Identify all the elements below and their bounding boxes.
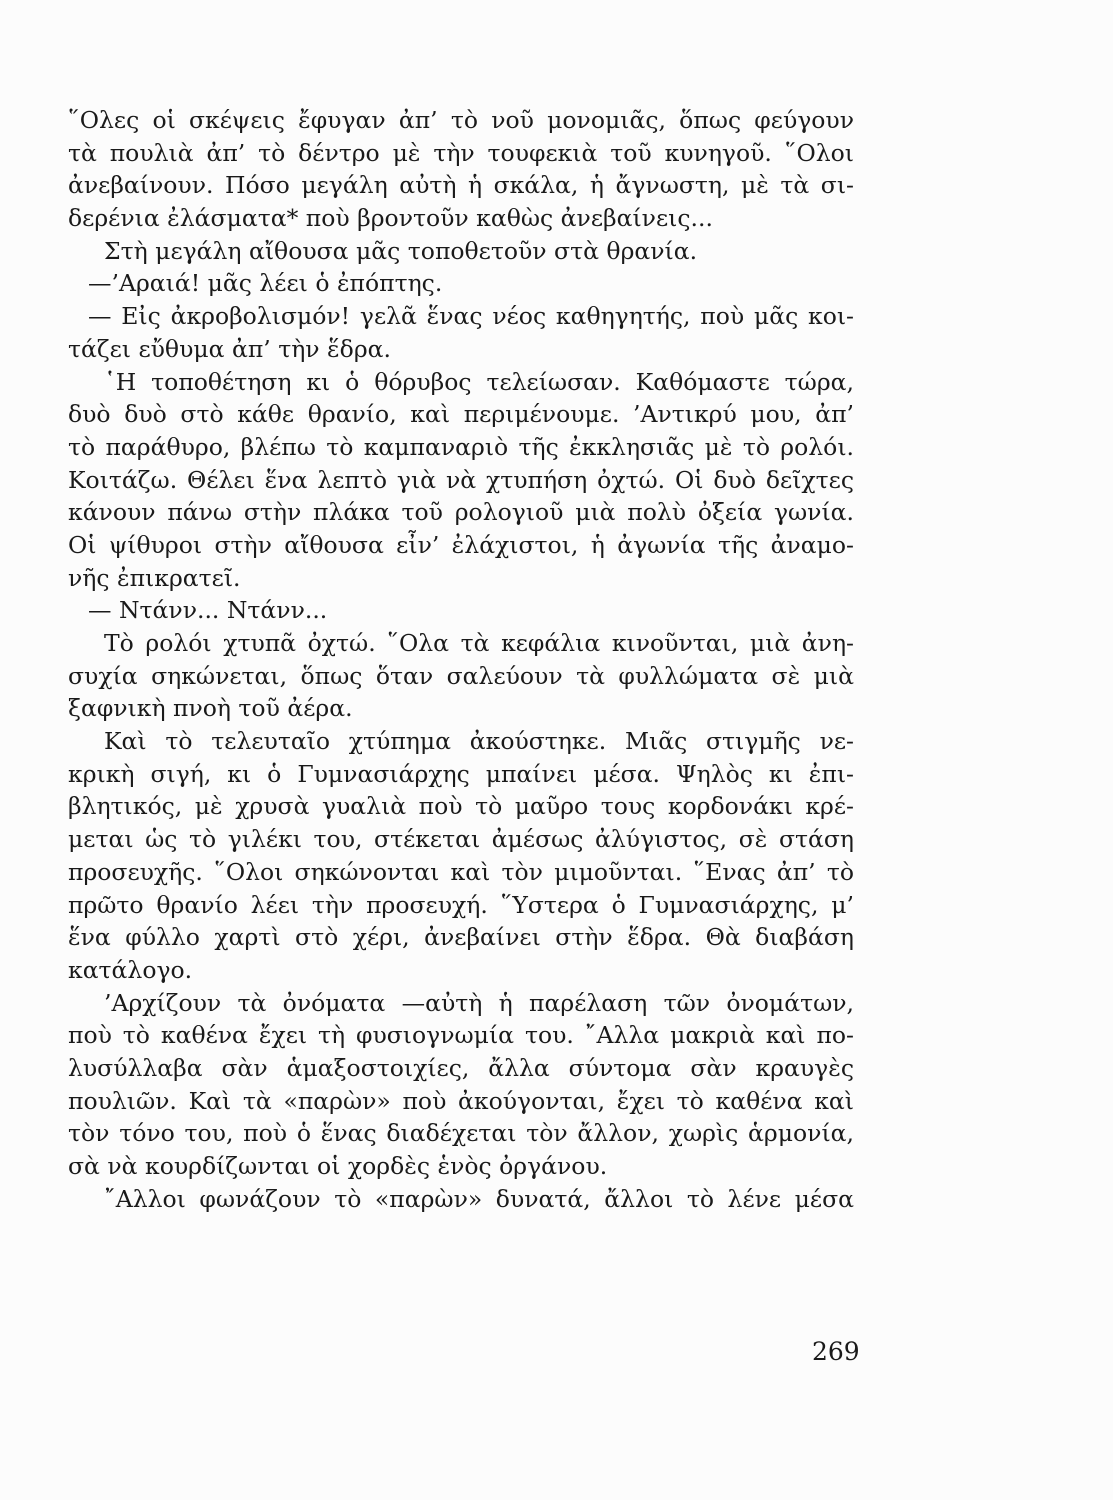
text-line: ῾Η τοποθέτηση κι ὁ θόρυβος τελείωσαν. Καθόμαστε τώρα, (104, 367, 854, 396)
text-line: δερένια ἐλάσματα* ποὺ βροντοῦν καθὼς ἀνεβαίνεις... (68, 204, 713, 233)
text-line: κατάλογο. (68, 955, 193, 984)
text-line: τὰ πουλιὰ ἀπ’ τὸ δέντρο μὲ τὴν τουφεκιὰ τοῦ κυνηγοῦ. ῞Ολοι (68, 138, 854, 167)
text-line: κρικὴ σιγή, κι ὁ Γυμνασιάρχης μπαίνει μέσα. Ψηλὸς κι ἐπι- (68, 759, 854, 788)
text-line: προσευχῆς. ῞Ολοι σηκώνονται καὶ τὸν μιμοῦνται. ῞Ενας ἀπ’ τὸ (68, 857, 854, 886)
text-line: πρῶτο θρανίο λέει τὴν προσευχή. ῞Υστερα ὁ Γυμνασιάρχης, μ’ (68, 890, 854, 919)
text-line: κάνουν πάνω στὴν πλάκα τοῦ ρολογιοῦ μιὰ πολὺ ὀξεία γωνία. (68, 498, 854, 527)
text-line: Οἱ ψίθυροι στὴν αἴθουσα εἶν’ ἐλάχιστοι, ἡ ἀγωνία τῆς ἀναμο- (68, 530, 854, 559)
text-line: λυσύλλαβα σὰν ἁμαξοστοιχίες, ἄλλα σύντομα σὰν κραυγὲς (68, 1053, 854, 1082)
page-number: 269 (812, 1337, 860, 1366)
text-line: συχία σηκώνεται, ὅπως ὅταν σαλεύουν τὰ φυλλώματα σὲ μιὰ (68, 661, 854, 690)
text-line: τὸ παράθυρο, βλέπω τὸ καμπαναριὸ τῆς ἐκκλησιᾶς μὲ τὸ ρολόι. (68, 432, 854, 461)
text-line: ἀνεβαίνουν. Πόσο μεγάλη αὐτὴ ἡ σκάλα, ἡ ἄγνωστη, μὲ τὰ σι- (68, 171, 854, 200)
text-line: — Εἰς ἀκροβολισμόν! γελᾶ ἕνας νέος καθηγητής, ποὺ μᾶς κοι- (88, 302, 854, 331)
text-line: ῎Αλλοι φωνάζουν τὸ «παρὼν» δυνατά, ἄλλοι τὸ λένε μέσα (104, 1184, 854, 1213)
text-line: Καὶ τὸ τελευταῖο χτύπημα ἀκούστηκε. Μιᾶς στιγμῆς νε- (104, 727, 854, 756)
text-line: ἕνα φύλλο χαρτὶ στὸ χέρι, ἀνεβαίνει στὴν ἕδρα. Θὰ διαβάση (68, 923, 854, 952)
text-line: πουλιῶν. Καὶ τὰ «παρὼν» ποὺ ἀκούγονται, ἔχει τὸ καθένα καὶ (68, 1086, 854, 1115)
text-line: ῞Ολες οἱ σκέψεις ἔφυγαν ἀπ’ τὸ νοῦ μονομιᾶς, ὅπως φεύγουν (68, 106, 854, 134)
text-line: νῆς ἐπικρατεῖ. (68, 563, 241, 592)
text-line: βλητικός, μὲ χρυσὰ γυαλιὰ ποὺ τὸ μαῦρο τους κορδονάκι κρέ- (68, 792, 854, 821)
text-line: τὸν τόνο του, ποὺ ὁ ἕνας διαδέχεται τὸν ἄλλον, χωρὶς ἁρμονία, (68, 1119, 854, 1148)
text-line: Στὴ μεγάλη αἴθουσα μᾶς τοποθετοῦν στὰ θρανία. (104, 236, 698, 265)
text-line: δυὸ δυὸ στὸ κάθε θρανίο, καὶ περιμένουμε. ’Αντικρύ μου, ἀπ’ (68, 400, 854, 429)
body-text (68, 104, 854, 1215)
text-line: —’Αραιά! μᾶς λέει ὁ ἐπόπτης. (88, 269, 443, 298)
text-line: σὰ νὰ κουρδίζωνται οἱ χορδὲς ἑνὸς ὀργάνου. (68, 1152, 608, 1180)
text-line: ’Αρχίζουν τὰ ὀνόματα —αὐτὴ ἡ παρέλαση τῶν ὀνομάτων, (104, 988, 854, 1017)
text-line: Τὸ ρολόι χτυπᾶ ὀχτώ. ῞Ολα τὰ κεφάλια κινοῦνται, μιὰ ἀνη- (104, 629, 854, 657)
text-line: ξαφνικὴ πνοὴ τοῦ ἀέρα. (68, 694, 353, 723)
text-line: μεται ὡς τὸ γιλέκι του, στέκεται ἀμέσως ἀλύγιστος, σὲ στάση (68, 825, 854, 854)
text-line: — Ντάνν... Ντάνν... (88, 596, 328, 625)
text-line: Κοιτάζω. Θέλει ἕνα λεπτὸ γιὰ νὰ χτυπήση ὀχτώ. Οἱ δυὸ δεῖχτες (68, 465, 854, 494)
text-line: ποὺ τὸ καθένα ἔχει τὴ φυσιογνωμία του. ῎Αλλα μακριὰ καὶ πο- (68, 1021, 854, 1050)
text-line: τάζει εὔθυμα ἀπ’ τὴν ἕδρα. (68, 334, 391, 363)
